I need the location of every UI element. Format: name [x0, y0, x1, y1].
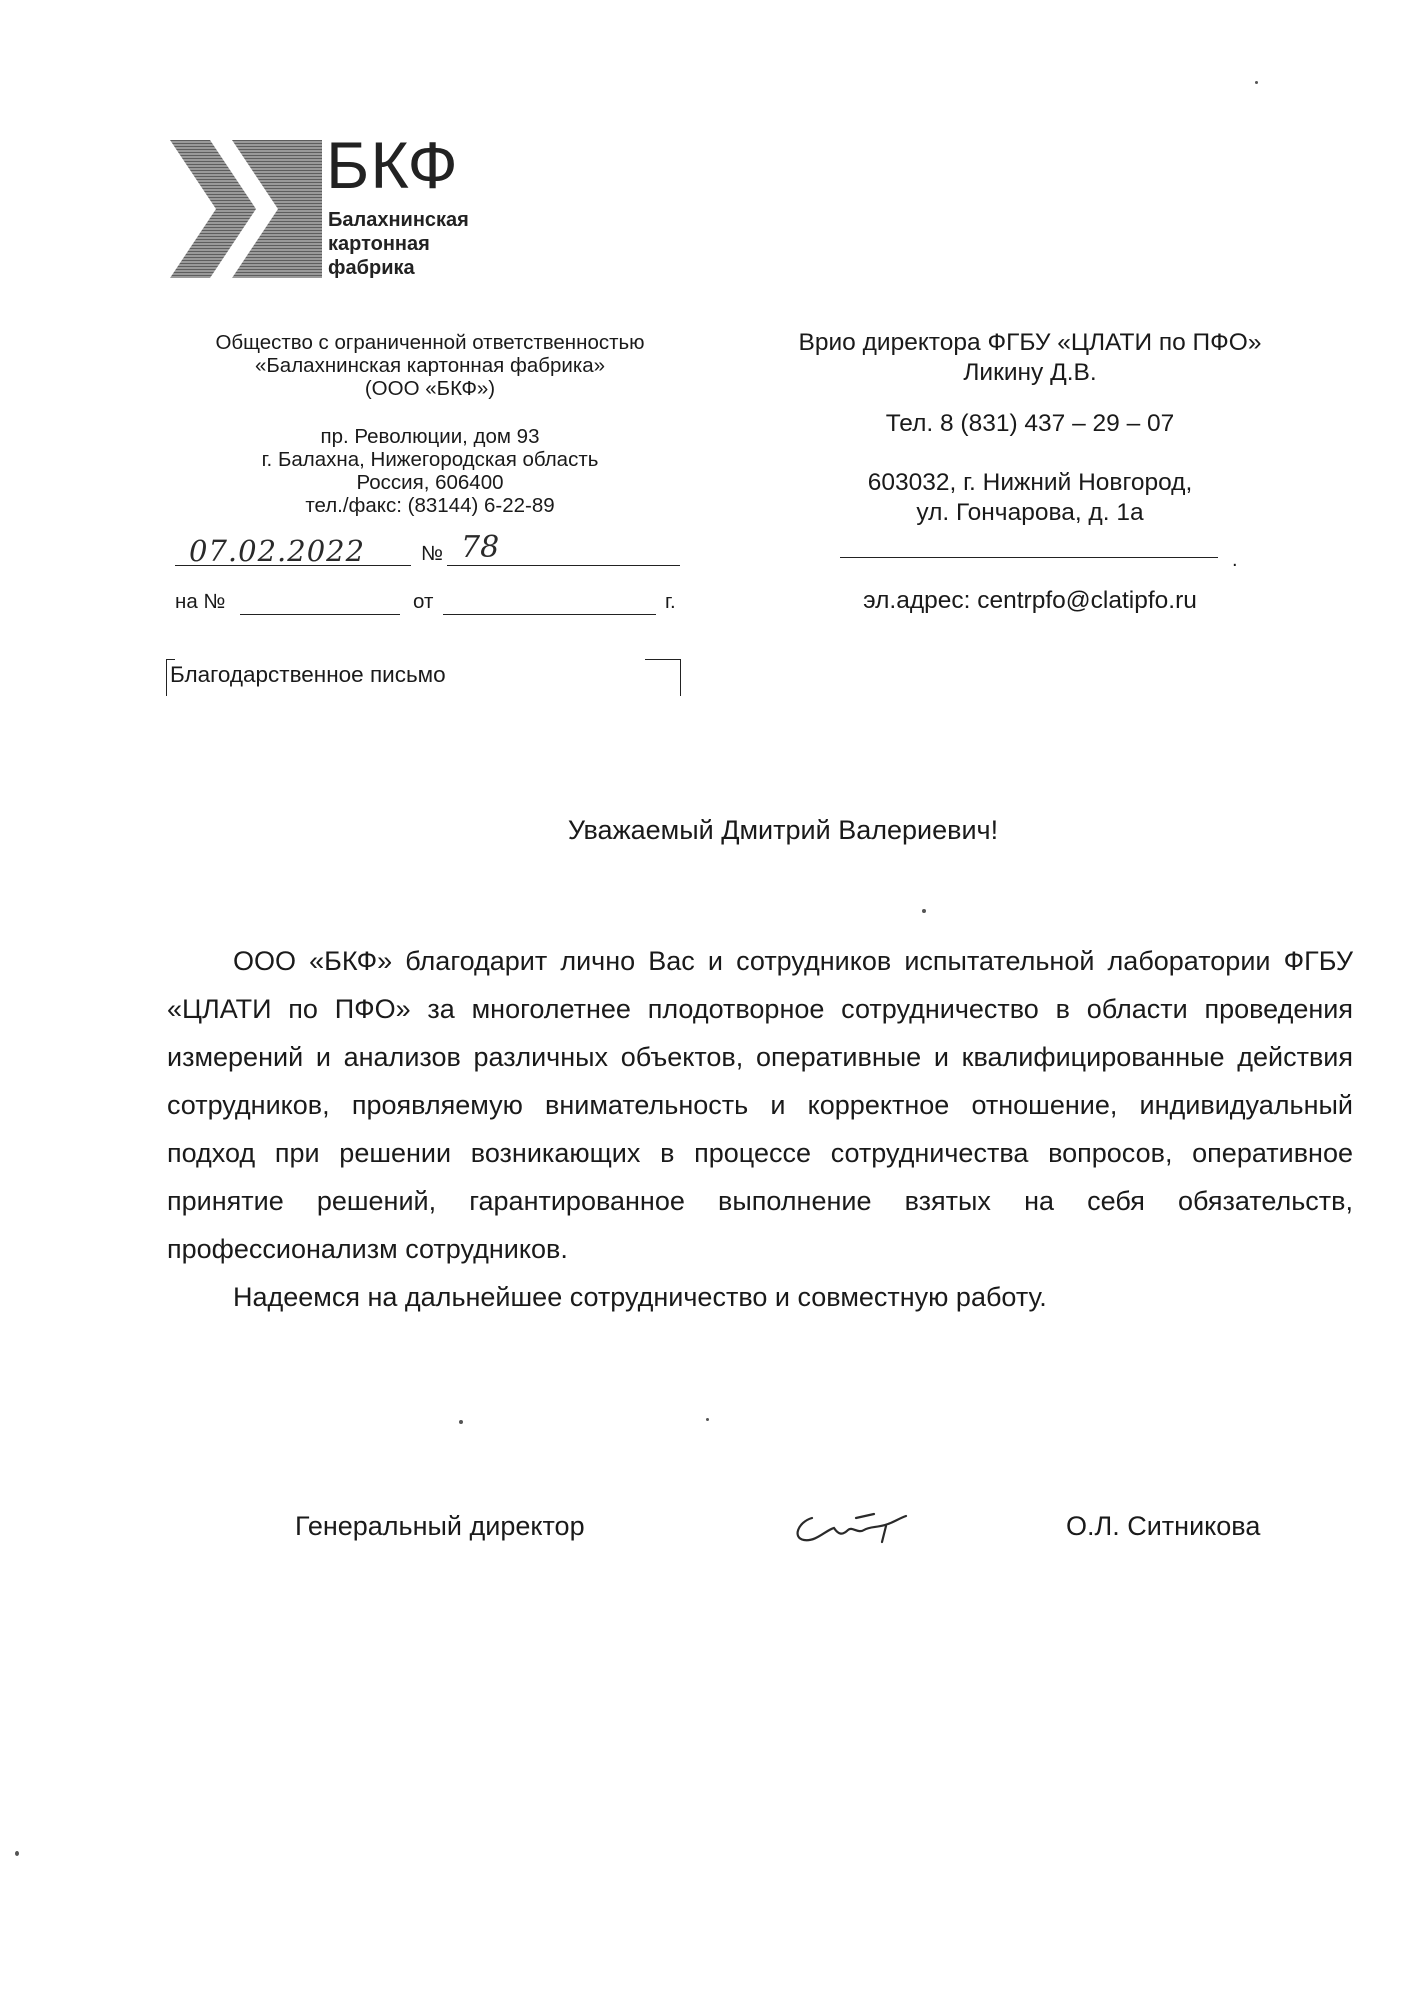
logo-name-line: фабрика [328, 257, 415, 279]
sender-address [160, 425, 700, 517]
ref-date-underline [443, 614, 656, 615]
outgoing-date-number [175, 530, 680, 568]
letter-subject: Благодарственное письмо [170, 662, 446, 687]
sender-org-line: (ООО «БКФ») [364, 377, 496, 400]
reference-row [175, 590, 695, 618]
subject-bracket-right [645, 659, 681, 696]
ref-year-label: г. [665, 590, 676, 613]
ref-number-underline [240, 614, 400, 615]
ref-number-label: на № [175, 590, 226, 613]
greeting: Уважаемый Дмитрий Валериевич! [567, 815, 999, 845]
body-paragraph: Надеемся на дальнейшее сотрудничество и совместную работу. [233, 1282, 1047, 1312]
scan-speck [15, 1851, 19, 1856]
company-logo-abbr: БКФ [326, 128, 459, 202]
sender-organization [160, 331, 700, 400]
signatory-name: О.Л. Ситникова [1066, 1511, 1261, 1541]
sender-address-line: пр. Революции, дом 93 [320, 425, 540, 448]
outgoing-date: 07.02.2022 [189, 534, 366, 568]
sender-address-line: тел./факс: (83144) 6-22-89 [305, 494, 555, 517]
recipient-blank-line [840, 557, 1218, 558]
handwritten-signature [790, 1500, 920, 1550]
outgoing-number: 78 [461, 530, 500, 565]
ref-from-label: от [413, 590, 434, 613]
recipient-email [760, 586, 1300, 616]
recipient-phone [760, 409, 1300, 439]
recipient-address [760, 468, 1300, 528]
sender-address-line: Россия, 606400 [356, 471, 504, 494]
scan-speck [1255, 81, 1258, 84]
recipient-address-line: ул. Гончарова, д. 1а [916, 499, 1144, 526]
speck: . [1232, 549, 1238, 571]
letter-body [167, 937, 1353, 1321]
sender-org-line: «Балахнинская картонная фабрика» [254, 354, 606, 377]
logo-name-line: Балахнинская [328, 209, 469, 231]
scan-speck [459, 1420, 463, 1424]
company-logo-mark [170, 140, 322, 278]
recipient-name-line: Врио директора ФГБУ «ЦЛАТИ по ПФО» [798, 329, 1262, 356]
sender-org-line: Общество с ограниченной ответственностью [215, 331, 645, 354]
number-underline [447, 565, 680, 566]
number-label: № [421, 542, 443, 565]
signatory-title: Генеральный директор [295, 1511, 585, 1541]
date-underline [175, 565, 411, 566]
recipient-phone-text: Тел. 8 (831) 437 – 29 – 07 [885, 410, 1175, 437]
recipient-name-line: Ликину Д.В. [963, 359, 1097, 386]
scan-speck [922, 909, 926, 913]
recipient-email-text: эл.адрес: centrpfo@clatipfo.ru [863, 587, 1197, 614]
company-logo-name [328, 208, 469, 280]
sender-address-line: г. Балахна, Нижегородская область [261, 448, 599, 471]
body-paragraph: ООО «БКФ» благодарит лично Вас и сотрудников испытательной лаборатории ФГБУ «ЦЛАТИ по ПФО» за многолетнее плодотворное сотрудничество в области проведения измерений и анализов различных объектов, оперативные и квалифицированные действия сотрудников, проявляемую внимательность и корректное отношение, индивидуальный подход при решении возникающих в процессе сотрудничества вопросов, оперативное принятие решений, гарантированное выполнение взятых на себя обязательств, профессионализм сотрудников. [167, 946, 1353, 1264]
scan-speck [706, 1418, 709, 1421]
logo-name-line: картонная [328, 233, 430, 255]
recipient-name [760, 328, 1300, 388]
recipient-address-line: 603032, г. Нижний Новгород, [867, 469, 1193, 496]
